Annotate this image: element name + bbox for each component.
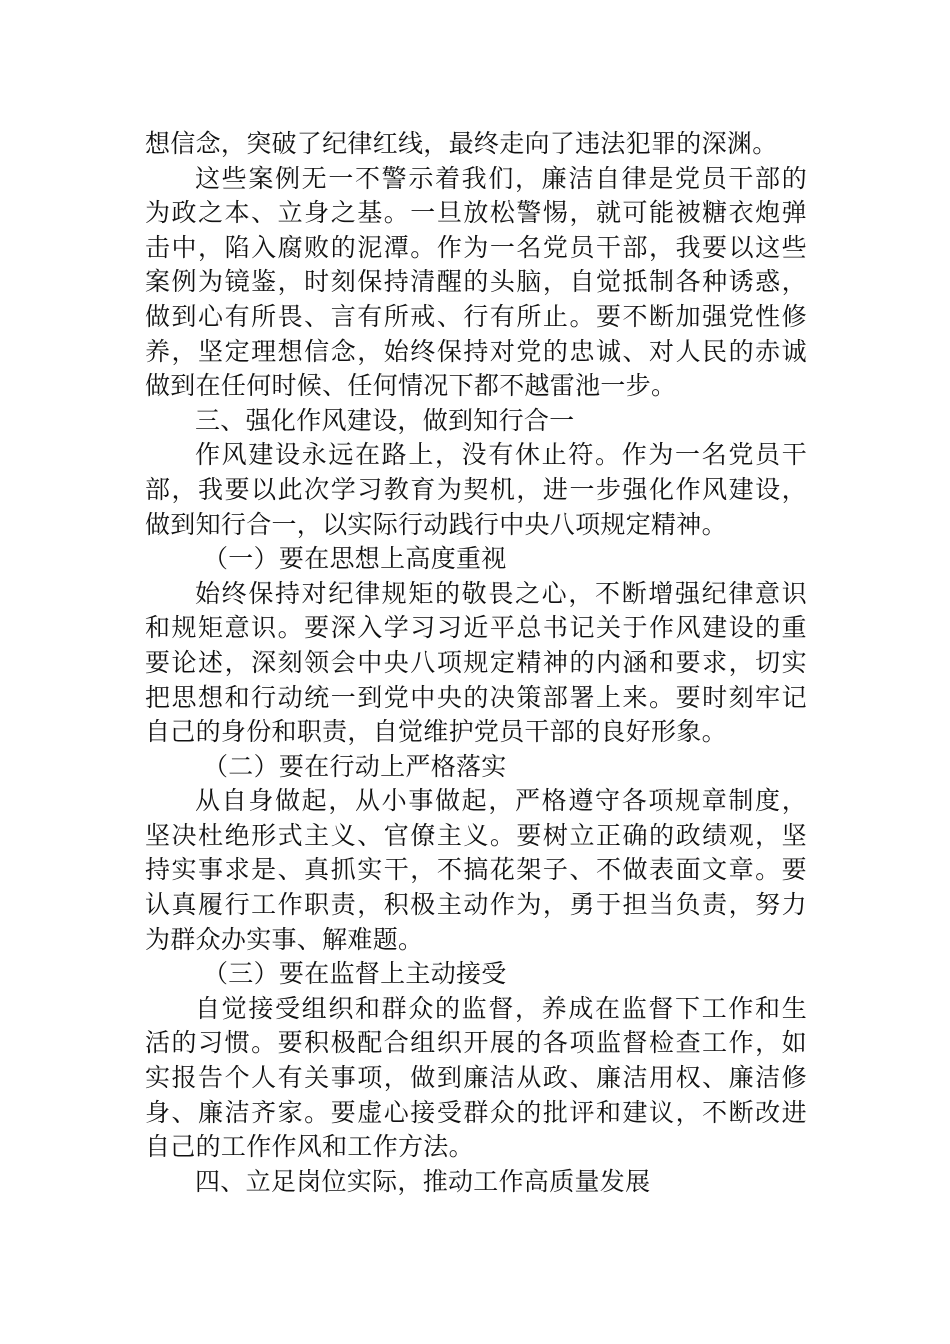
body-text-line: 案例为镜鉴，时刻保持清醒的头脑，自觉抵制各种诱惑，	[145, 267, 807, 297]
body-text-line: 为政之本、立身之基。一旦放松警惕，就可能被糖衣炮弹	[145, 198, 807, 228]
body-text-line: 身、廉洁齐家。要虚心接受群众的批评和建议，不断改进	[145, 1097, 807, 1127]
subsection-heading: （一）要在思想上高度重视	[203, 544, 507, 574]
body-text-line: 持实事求是、真抓实干，不搞花架子、不做表面文章。要	[145, 855, 807, 885]
body-text-line: 坚决杜绝形式主义、官僚主义。要树立正确的政绩观，坚	[145, 820, 807, 850]
subsection-heading: （三）要在监督上主动接受	[203, 959, 507, 989]
body-text-line: 自己的工作作风和工作方法。	[145, 1132, 474, 1162]
body-text-line: 作风建设永远在路上，没有休止符。作为一名党员干	[195, 440, 807, 470]
body-text-line: 做到知行合一，以实际行动践行中央八项规定精神。	[145, 509, 727, 539]
body-text-line: 为群众办实事、解难题。	[145, 924, 424, 954]
body-text-line: 要论述，深刻领会中央八项规定精神的内涵和要求，切实	[145, 647, 807, 677]
body-text-line: 做到心有所畏、言有所戒、行有所止。要不断加强党性修	[145, 301, 807, 331]
body-text-line: 养，坚定理想信念，始终保持对党的忠诚、对人民的赤诚	[145, 336, 807, 366]
section-heading: 三、强化作风建设，做到知行合一	[195, 405, 575, 435]
body-text-line: 把思想和行动统一到党中央的决策部署上来。要时刻牢记	[145, 682, 807, 712]
body-text-line: 自己的身份和职责，自觉维护党员干部的良好形象。	[145, 717, 727, 747]
body-text-line: 自觉接受组织和群众的监督，养成在监督下工作和生	[195, 993, 807, 1023]
body-text-line: 想信念，突破了纪律红线，最终走向了违法犯罪的深渊。	[145, 129, 778, 158]
body-text-line: 部，我要以此次学习教育为契机，进一步强化作风建设，	[145, 474, 807, 504]
body-text-line: 做到在任何时候、任何情况下都不越雷池一步。	[145, 371, 677, 401]
body-text-line: 击中，陷入腐败的泥潭。作为一名党员干部，我要以这些	[145, 232, 807, 262]
body-text-line: 实报告个人有关事项，做到廉洁从政、廉洁用权、廉洁修	[145, 1063, 807, 1093]
body-text-line: 从自身做起，从小事做起，严格遵守各项规章制度，	[195, 786, 807, 816]
body-text-line: 认真履行工作职责，积极主动作为，勇于担当负责，努力	[145, 890, 807, 920]
body-text-line: 活的习惯。要积极配合组织开展的各项监督检查工作，如	[145, 1028, 807, 1058]
body-text-line: 始终保持对纪律规矩的敬畏之心，不断增强纪律意识	[195, 578, 807, 608]
document-page	[145, 127, 807, 1199]
body-text-line: 和规矩意识。要深入学习习近平总书记关于作风建设的重	[145, 613, 807, 643]
subsection-heading: （二）要在行动上严格落实	[203, 751, 507, 781]
section-heading: 四、立足岗位实际，推动工作高质量发展	[195, 1166, 651, 1196]
body-text-line: 这些案例无一不警示着我们，廉洁自律是党员干部的	[195, 163, 807, 193]
